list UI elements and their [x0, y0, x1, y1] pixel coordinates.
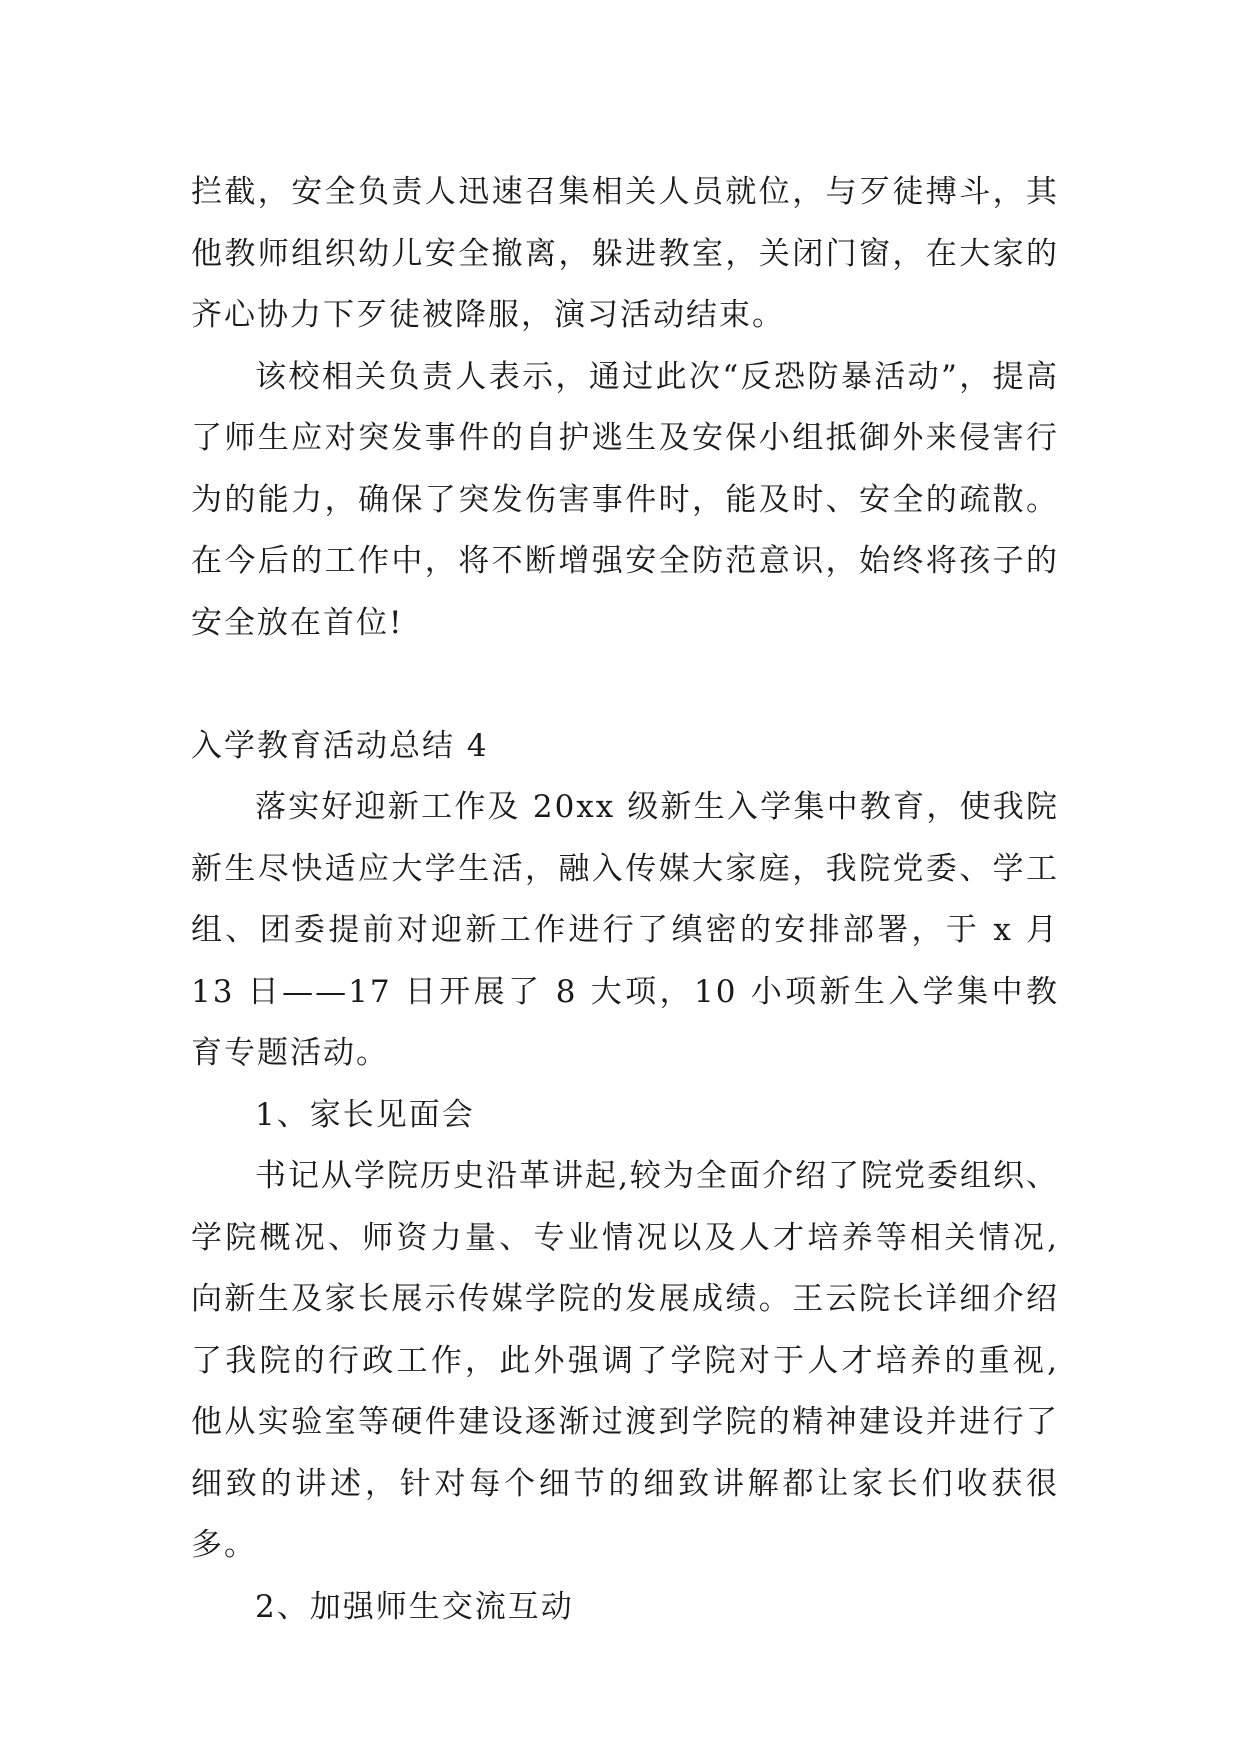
- section-heading: 入学教育活动总结 4: [191, 727, 489, 764]
- paragraph-intro: 落实好迎新工作及 20xx 级新生入学集中教育，使我院新生尽快适应大学生活，融入传媒大家庭，我院党委、学工组、团委提前对迎新工作进行了缜密的安排部署，于 x 月 13 日——17 日开展了 8 大项，10 小项新生入学集中教育专题活动。: [191, 789, 1059, 1071]
- paragraph-parents-meeting: 书记从学院历史沿革讲起,较为全面介绍了院党委组织、学院概况、师资力量、专业情况以及人才培养等相关情况,向新生及家长展示传媒学院的发展成绩。王云院长详细介绍了我院的行政工作，此外强调了学院对于人才培养的重视,他从实验室等硬件建设逐渐过渡到学院的精神建设并进行了细致的讲述，针对每个细节的细致讲解都让家长们收获很多。: [191, 1158, 1059, 1563]
- paragraph-continuation: 拦截，安全负责人迅速召集相关人员就位，与歹徒搏斗，其他教师组织幼儿安全撤离，躲进教室，关闭门窗，在大家的齐心协力下歹徒被降服，演习活动结束。: [191, 174, 1059, 333]
- document-body: [191, 162, 1059, 1638]
- subheading-parents-meeting: 1、家长见面会: [255, 1096, 475, 1133]
- subheading-teacher-student: 2、加强师生交流互动: [255, 1588, 574, 1625]
- paragraph-safety-summary: 该校相关负责人表示，通过此次“反恐防暴活动”，提高了师生应对突发事件的自护逃生及安保小组抵御外来侵害行为的能力，确保了突发伤害事件时，能及时、安全的疏散。在今后的工作中，将不断增强安全防范意识，始终将孩子的安全放在首位!: [191, 358, 1059, 641]
